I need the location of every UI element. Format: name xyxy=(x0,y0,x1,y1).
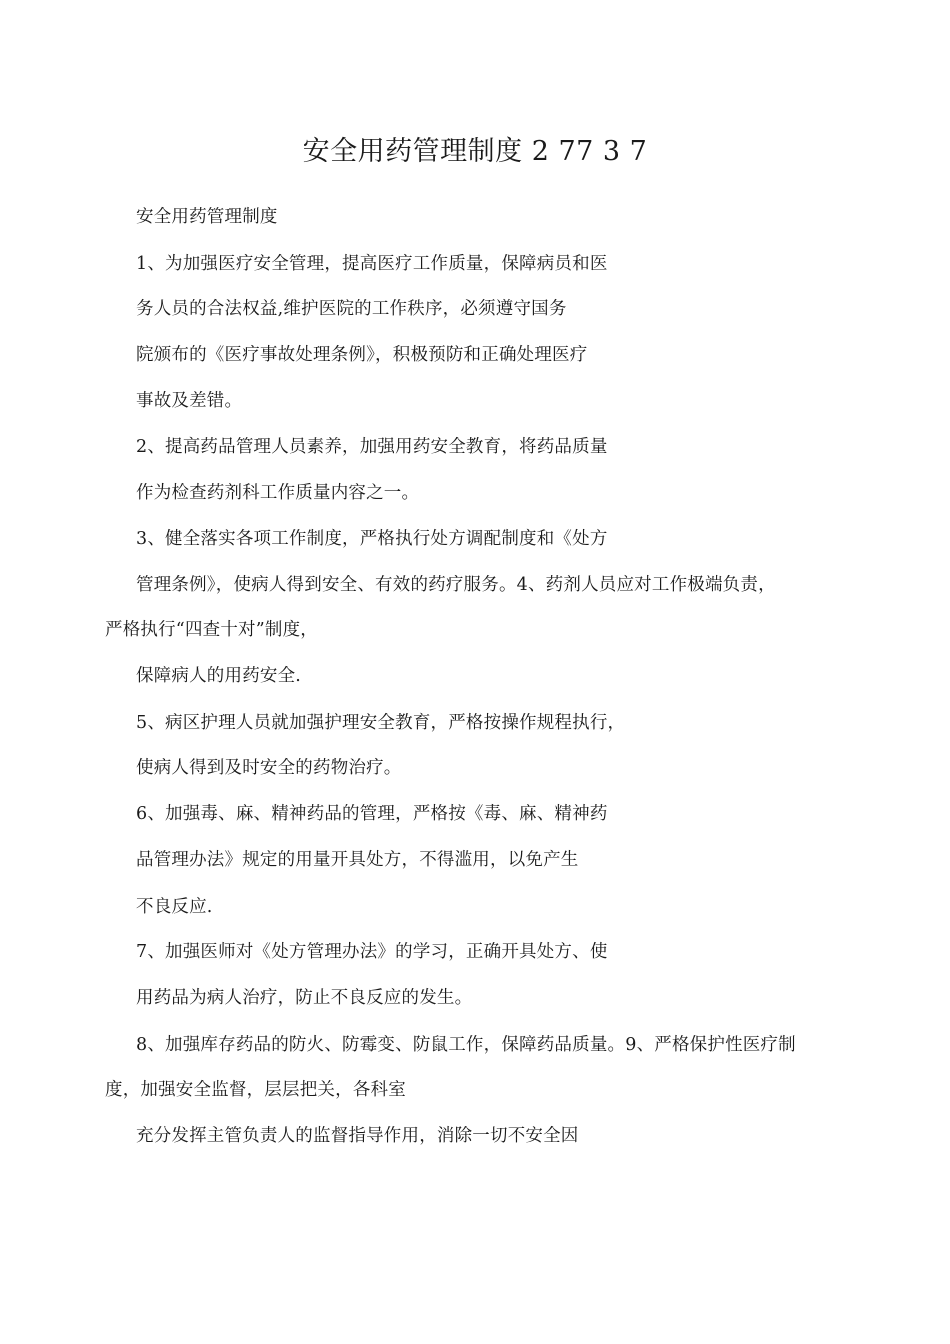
paragraph-line: 安全用药管理制度 xyxy=(136,207,278,227)
paragraph-line: 严格执行“四查十对”制度， xyxy=(105,620,318,640)
paragraph-line: 保障病人的用药安全. xyxy=(136,666,302,686)
document-title: 安全用药管理制度 2 77 3 7 xyxy=(302,136,648,167)
paragraph-line: 2、提高药品管理人员素养，加强用药安全教育，将药品质量 xyxy=(136,437,608,457)
paragraph-line: 1、为加强医疗安全管理，提高医疗工作质量，保障病员和医 xyxy=(136,254,608,274)
paragraph-line: 作为检查药剂科工作质量内容之一。 xyxy=(136,483,420,503)
paragraph-line: 管理条例》，使病人得到安全、有效的药疗服务。4、药剂人员应对工作极端负责， xyxy=(136,575,776,595)
paragraph-line: 事故及差错。 xyxy=(136,391,243,411)
paragraph-line: 6、加强毒、麻、精神药品的管理，严格按《毒、麻、精神药 xyxy=(136,804,608,824)
paragraph-line: 7、加强医师对《处方管理办法》的学习，正确开具处方、使 xyxy=(136,942,608,962)
paragraph-line: 务人员的合法权益,维护医院的工作秩序，必须遵守国务 xyxy=(136,299,567,319)
paragraph-line: 充分发挥主管负责人的监督指导作用，消除一切不安全因 xyxy=(136,1126,579,1146)
paragraph-line: 品管理办法》规定的用量开具处方，不得滥用，以免产生 xyxy=(136,850,579,870)
paragraph-line: 3、健全落实各项工作制度，严格执行处方调配制度和《处方 xyxy=(136,529,608,549)
paragraph-line: 院颁布的《医疗事故处理条例》，积极预防和正确处理医疗 xyxy=(136,345,588,365)
paragraph-line: 度，加强安全监督，层层把关，各科室 xyxy=(105,1080,406,1100)
paragraph-line: 使病人得到及时安全的药物治疗。 xyxy=(136,758,402,778)
paragraph-line: 用药品为病人治疗，防止不良反应的发生。 xyxy=(136,988,473,1008)
paragraph-line: 8、加强库存药品的防火、防霉变、防鼠工作，保障药品质量。9、严格保护性医疗制 xyxy=(136,1035,796,1055)
paragraph-line: 不良反应. xyxy=(136,897,213,917)
paragraph-line: 5、病区护理人员就加强护理安全教育，严格按操作规程执行， xyxy=(136,713,626,733)
